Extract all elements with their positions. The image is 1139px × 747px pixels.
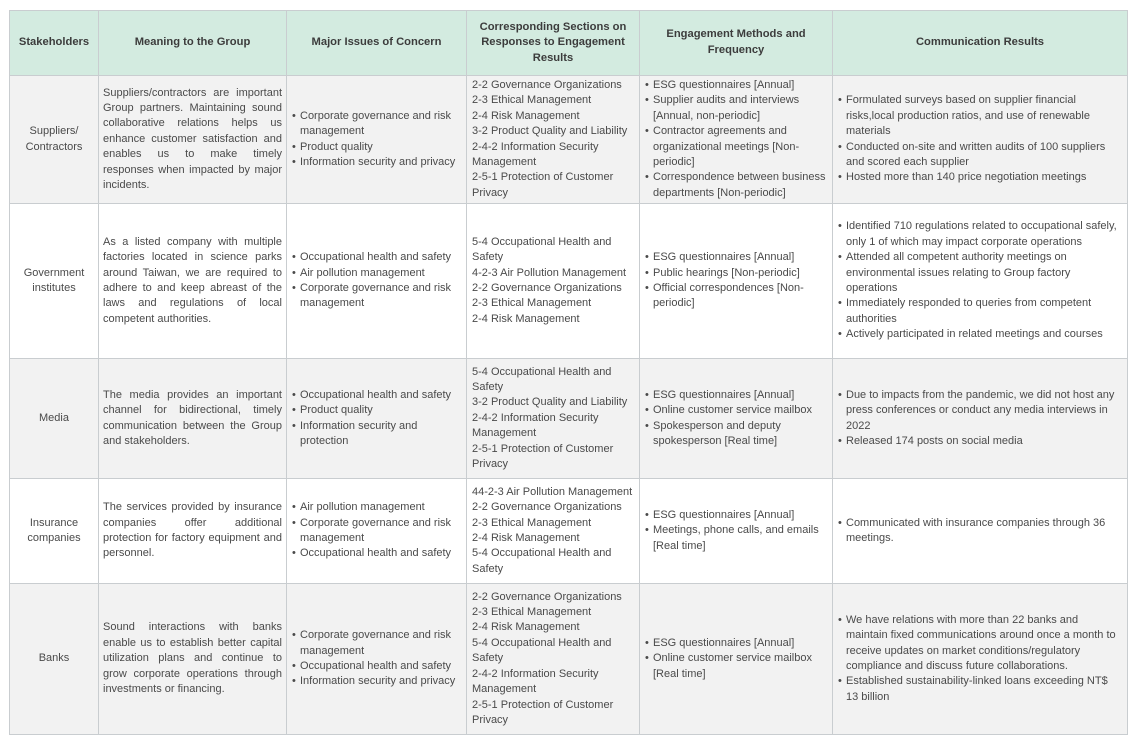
list-item: • Released 174 posts on social media xyxy=(838,434,1122,449)
sections-cell xyxy=(467,359,640,479)
list-item: • Immediately responded to queries from competent authorities xyxy=(838,296,1122,327)
list-item: • Hosted more than 140 price negotiation meetings xyxy=(838,170,1122,185)
meaning-cell: The media provides an important channel for bidirectional, timely communication between the Group and stakeholders. xyxy=(99,359,287,479)
section-reference: 2-4 Risk Management xyxy=(472,621,580,634)
list-item: • Official correspondences [Non-periodic] xyxy=(645,281,827,312)
section-reference: 2-2 Governance Organizations xyxy=(472,78,622,91)
section-reference: 5-4 Occupational Health and Safety xyxy=(472,636,612,665)
list-item: • Meetings, phone calls, and emails [Real time] xyxy=(645,523,827,554)
list-item: • Online customer service mailbox [Real time] xyxy=(645,651,827,682)
stakeholder-table-container xyxy=(9,10,1128,735)
issues-list xyxy=(292,388,461,450)
sections-list xyxy=(472,365,634,473)
section-reference: 44-2-3 Air Pollution Management xyxy=(472,485,633,498)
list-item: • We have relations with more than 22 banks and maintain fixed communications around once a month to receive updates on market conditions/regulatory compliance and discuss future collaborations. xyxy=(838,613,1122,675)
list-item: • Actively participated in related meetings and courses xyxy=(838,327,1122,342)
issues-cell xyxy=(287,76,467,204)
stakeholder-engagement-table xyxy=(9,10,1128,735)
results-list xyxy=(838,219,1122,342)
list-item: • Communicated with insurance companies through 36 meetings. xyxy=(838,516,1122,547)
list-item: • Formulated surveys based on supplier financial risks,local production ratios, and use of renewable materials xyxy=(838,93,1122,139)
section-reference: 2-2 Governance Organizations xyxy=(472,501,622,514)
list-item: • Product quality xyxy=(292,403,461,418)
list-item: • Air pollution management xyxy=(292,500,461,515)
header-sections: Corresponding Sections on Responses to Engagement Results xyxy=(467,11,640,76)
section-reference: 2-4-2 Information Security Management xyxy=(472,411,599,440)
list-item: • ESG questionnaires [Annual] xyxy=(645,250,827,265)
section-reference: 2-5-1 Protection of Customer Privacy xyxy=(472,442,614,471)
header-stakeholders: Stakeholders xyxy=(10,11,99,76)
results-list xyxy=(838,93,1122,185)
sections-list xyxy=(472,485,634,577)
methods-cell xyxy=(640,479,833,584)
list-item: • Contractor agreements and organizational meetings [Non-periodic] xyxy=(645,124,827,170)
header-methods: Engagement Methods and Frequency xyxy=(640,11,833,76)
section-reference: 2-2 Governance Organizations xyxy=(472,590,622,603)
list-item: • ESG questionnaires [Annual] xyxy=(645,508,827,523)
results-cell xyxy=(833,479,1128,584)
list-item: • Due to impacts from the pandemic, we did not host any press conferences or conduct any media interviews in 2022 xyxy=(838,388,1122,434)
list-item: • Public hearings [Non-periodic] xyxy=(645,266,827,281)
section-reference: 3-2 Product Quality and Liability xyxy=(472,125,628,138)
section-reference: 5-4 Occupational Health and Safety xyxy=(472,365,612,393)
section-reference: 2-3 Ethical Management xyxy=(472,94,592,107)
list-item: • Supplier audits and interviews [Annual, non-periodic] xyxy=(645,93,827,124)
list-item: • Occupational health and safety xyxy=(292,546,461,561)
issues-list xyxy=(292,250,461,312)
stakeholder-cell: Media xyxy=(10,359,99,479)
list-item: • Conducted on-site and written audits of 100 suppliers and scored each supplier xyxy=(838,140,1122,171)
section-reference: 2-2 Governance Organizations xyxy=(472,282,622,294)
table-row xyxy=(10,76,1128,204)
list-item: • Product quality xyxy=(292,140,461,155)
stakeholder-cell: Suppliers/ Contractors xyxy=(10,76,99,204)
section-reference: 4-2-3 Air Pollution Management xyxy=(472,266,627,279)
stakeholder-cell: Banks xyxy=(10,584,99,735)
section-reference: 3-2 Product Quality and Liability xyxy=(472,396,628,409)
issues-cell xyxy=(287,584,467,735)
methods-list xyxy=(645,388,827,450)
methods-cell xyxy=(640,584,833,735)
section-reference: 2-4 Risk Management xyxy=(472,109,580,122)
results-cell xyxy=(833,584,1128,735)
meaning-cell: Sound interactions with banks enable us to establish better capital utilization plans and continue to grow corporate operations through investments or financing. xyxy=(99,584,287,735)
sections-list xyxy=(472,235,634,327)
list-item: • Occupational health and safety xyxy=(292,659,461,674)
methods-cell xyxy=(640,359,833,479)
section-reference: 5-4 Occupational Health and Safety xyxy=(472,235,612,264)
issues-cell xyxy=(287,479,467,584)
sections-list xyxy=(472,590,634,729)
results-list xyxy=(838,388,1122,450)
results-list xyxy=(838,516,1122,547)
issues-list xyxy=(292,628,461,690)
methods-list xyxy=(645,78,827,201)
methods-list xyxy=(645,250,827,312)
sections-cell xyxy=(467,479,640,584)
issues-cell xyxy=(287,204,467,359)
sections-cell xyxy=(467,584,640,735)
section-reference: 2-3 Ethical Management xyxy=(472,297,592,310)
section-reference: 2-5-1 Protection of Customer Privacy xyxy=(472,171,614,199)
list-item: • Information security and privacy xyxy=(292,674,461,689)
list-item: • Spokesperson and deputy spokesperson [Real time] xyxy=(645,419,827,450)
methods-cell xyxy=(640,204,833,359)
list-item: • Correspondence between business departments [Non-periodic] xyxy=(645,170,827,201)
results-cell xyxy=(833,76,1128,204)
issues-list xyxy=(292,109,461,171)
list-item: • Air pollution management xyxy=(292,266,461,281)
sections-cell xyxy=(467,76,640,204)
header-meaning: Meaning to the Group xyxy=(99,11,287,76)
list-item: • Corporate governance and risk management xyxy=(292,516,461,547)
list-item: • Occupational health and safety xyxy=(292,250,461,265)
list-item: • ESG questionnaires [Annual] xyxy=(645,636,827,651)
section-reference: 2-4 Risk Management xyxy=(472,532,580,544)
list-item: • ESG questionnaires [Annual] xyxy=(645,78,827,93)
methods-list xyxy=(645,636,827,682)
list-item: • Corporate governance and risk management xyxy=(292,628,461,659)
table-row xyxy=(10,204,1128,359)
sections-list xyxy=(472,78,634,201)
table-row xyxy=(10,584,1128,735)
results-cell xyxy=(833,204,1128,359)
list-item: • Established sustainability-linked loans exceeding NT$ 13 billion xyxy=(838,674,1122,705)
results-list xyxy=(838,613,1122,705)
section-reference: 2-4-2 Information Security Management xyxy=(472,140,599,168)
meaning-cell: The services provided by insurance companies offer additional protection for factory equipment and personnel. xyxy=(99,479,287,584)
meaning-cell: Suppliers/contractors are important Group partners. Maintaining sound collaborative relations helps us enhance customer satisfaction and enables us to make timely responses when impacted by major incidents. xyxy=(99,76,287,204)
table-header-row xyxy=(10,11,1128,76)
sections-cell xyxy=(467,204,640,359)
list-item: • Identified 710 regulations related to occupational safely, only 1 of which may impact corporate operations xyxy=(838,219,1122,250)
section-reference: 2-3 Ethical Management xyxy=(472,606,592,619)
results-cell xyxy=(833,359,1128,479)
section-reference: 5-4 Occupational Health and Safety xyxy=(472,547,612,575)
methods-cell xyxy=(640,76,833,204)
list-item: • Corporate governance and risk management xyxy=(292,281,461,312)
list-item: • Online customer service mailbox xyxy=(645,403,827,418)
list-item: • Corporate governance and risk management xyxy=(292,109,461,140)
section-reference: 2-4-2 Information Security Management xyxy=(472,667,599,696)
list-item: • Information security and protection xyxy=(292,419,461,450)
issues-list xyxy=(292,500,461,562)
issues-cell xyxy=(287,359,467,479)
section-reference: 2-3 Ethical Management xyxy=(472,516,592,529)
table-row xyxy=(10,359,1128,479)
section-reference: 2-4 Risk Management xyxy=(472,312,580,325)
meaning-cell: As a listed company with multiple factories located in science parks around Taiwan, we are required to adhere to and keep abreast of the laws and regulations of local competent authorities. xyxy=(99,204,287,359)
list-item: • Occupational health and safety xyxy=(292,388,461,403)
header-results: Communication Results xyxy=(833,11,1128,76)
methods-list xyxy=(645,508,827,554)
section-reference: 2-5-1 Protection of Customer Privacy xyxy=(472,698,614,726)
list-item: • Information security and privacy xyxy=(292,155,461,170)
list-item: • ESG questionnaires [Annual] xyxy=(645,388,827,403)
stakeholder-cell: Government institutes xyxy=(10,204,99,359)
list-item: • Attended all competent authority meetings on environmental issues relating to Group factory operations xyxy=(838,250,1122,296)
table-row xyxy=(10,479,1128,584)
stakeholder-cell: Insurance companies xyxy=(10,479,99,584)
header-issues: Major Issues of Concern xyxy=(287,11,467,76)
